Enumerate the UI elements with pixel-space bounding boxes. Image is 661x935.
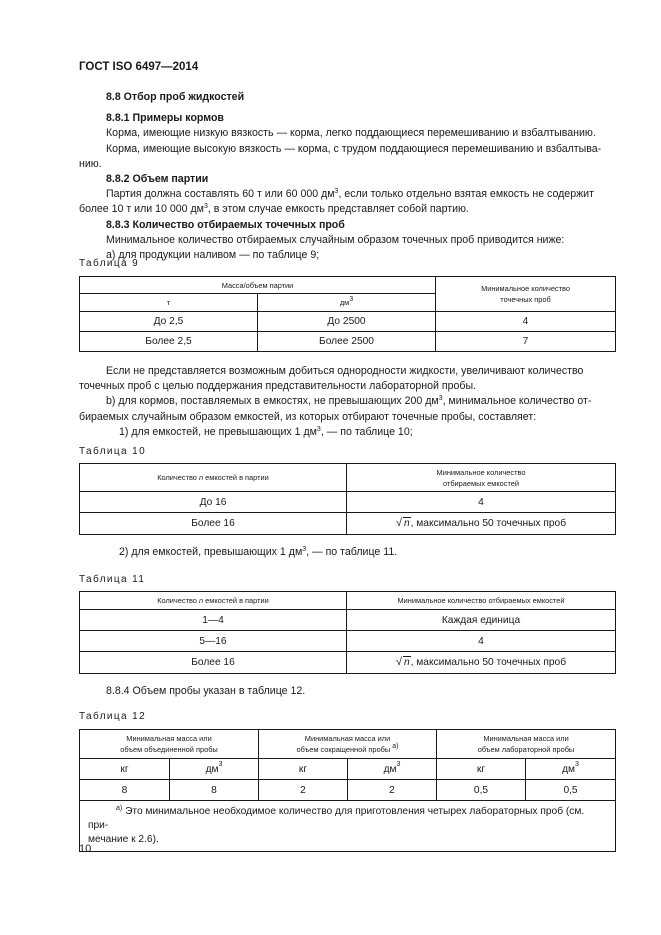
section-8-8-2-heading: 8.8.2 Объем партии — [106, 173, 209, 186]
table-10 — [79, 463, 616, 535]
table-12-caption: Таблица 12 — [79, 711, 147, 722]
lot-size-text-line2: более 10 т или 10 000 $дм^3$, в этом случае емкость представляет собой партию. — [79, 203, 469, 216]
table-9 — [79, 276, 616, 352]
table-11-header-min: Минимальное количество отбираемых емкостей — [347, 592, 616, 610]
table-11-caption: Таблица 11 — [79, 574, 146, 585]
sqrt-n-symbol: √ n — [395, 656, 410, 668]
table-10-header-min: Минимальное количество отбираемых емкостей — [347, 464, 616, 492]
table-12-units-row: кг $дм^3$ кг $дм^3$ кг $дм^3$ — [80, 759, 616, 780]
containers-large-text: 2) для емкостей, превышающих 1 $дм^3$, — по таблице 11. — [119, 546, 398, 558]
section-8-8-3-heading: 8.8.3 Количество отбираемых точечных проб — [106, 218, 345, 231]
page-number: 10 — [79, 843, 92, 855]
table-row: 1—4 Каждая единица — [80, 610, 616, 631]
section-8-8-1-heading: 8.8.1 Примеры кормов — [106, 112, 224, 125]
table-12 — [79, 729, 616, 852]
table-row: Более 2,5 Более 2500 7 — [80, 332, 616, 352]
table-row: До 16 4 — [80, 492, 616, 513]
table-11-header-count: Количество n емкостей в партии — [80, 592, 347, 610]
page-header-standard-id: ГОСТ ISO 6497—2014 — [79, 61, 199, 73]
table-9-header-min-increments: Минимальное количество точечных проб — [436, 277, 616, 312]
table-row: 8 8 2 2 0,5 0,5 — [80, 780, 616, 801]
table-12-header-combined: Минимальная масса или объем объединенной пробы — [80, 730, 259, 759]
containers-text-line1: b) для кормов, поставляемых в емкостях, не превышающих 200 $дм^3$, минимальное количество от- — [106, 395, 592, 408]
table-9-caption: Таблица 9 — [79, 258, 140, 269]
section-8-8-4-text: 8.8.4 Объем пробы указан в таблице 12. — [106, 685, 306, 697]
table-10-header-count: Количество n емкостей в партии — [80, 464, 347, 492]
high-viscosity-text-cont: нию. — [79, 157, 102, 170]
table-9-header-mass: Масса/объем партии — [80, 277, 436, 294]
table-12-footnote: $^{a)}$ Это минимальное необходимое количество для приготовления четырех лабораторных проб (см. при- мечание к 2.6). — [80, 801, 616, 852]
high-viscosity-text: Корма, имеющие высокую вязкость — корма, с трудом поддающиеся перемешиванию и взбалтыва- — [106, 142, 602, 155]
section-8-8-block — [79, 90, 615, 263]
table-row: Более 16 √ n, максимально 50 точечных проб — [80, 652, 616, 674]
containers-small-text: 1) для емкостей, не превышающих 1 $дм^3$, — по таблице 10; — [119, 425, 413, 438]
low-viscosity-text: Корма, имеющие низкую вязкость — корма, легко поддающиеся перемешиванию и взбалтыванию. — [106, 127, 596, 140]
table-row: До 2,5 До 2500 4 — [80, 312, 616, 332]
increments-intro-text: Минимальное количество отбираемых случайным образом точечных проб приводится ниже: — [106, 233, 565, 246]
table-row: 5—16 4 — [80, 631, 616, 652]
table-10-caption: Таблица 10 — [79, 446, 147, 457]
table-11 — [79, 591, 616, 674]
table-12-header-laboratory: Минимальная масса или объем лабораторной пробы — [437, 730, 616, 759]
lot-size-text-line1: Партия должна составлять 60 т или 60 000 $дм^3$, если только отдельно взятая емкость не содержит — [106, 188, 594, 201]
bulk-product-text: а) для продукции наливом — по таблице 9; — [106, 249, 320, 262]
section-8-8-heading: 8.8 Отбор проб жидкостей — [106, 91, 245, 103]
table-9-header-t: т — [80, 294, 258, 312]
homogeneity-paragraph: Если не представляется возможным добиться однородности жидкости, увеличивают количество точечных проб с целью поддержания представительности лабораторной пробы. b) для кормов, поставляемых в емкостях, не превышающих 200 $дм^3$, минимальное количество от- бираемых случайным образом емкостей, из которых отбирают точечные пробы, составляет: 1) для емкостей, не превышающих 1 $дм^3$, — по таблице 10; — [79, 364, 615, 440]
table-9-header-dm3: $дм^3$ — [258, 294, 436, 312]
table-row: Более 16 √ n, максимально 50 точечных проб — [80, 513, 616, 535]
table-12-header-reduced: Минимальная масса или объем сокращенной пробы $^{a)}$ — [259, 730, 437, 759]
sqrt-n-symbol: √ n — [395, 517, 410, 529]
